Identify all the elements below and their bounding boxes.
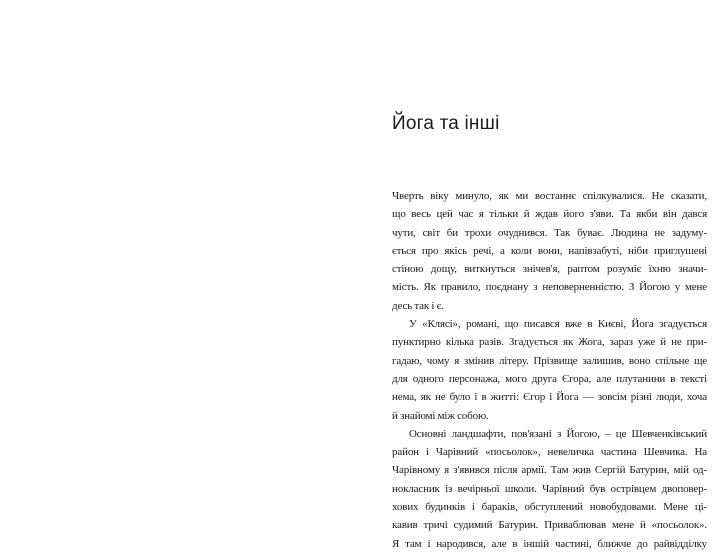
text-line: пунктирно кілька разів. Згадується як Жога, зараз уже й не при- (392, 336, 707, 349)
text-line: Чарівному я з'явився після армії. Там жив Сергій Батурин, мій од- (392, 464, 707, 477)
text-line: район і Чарівний «посьолок», невеличка частина Шевчика. На (392, 446, 707, 459)
text-line: нема, як не було і в житті: Єгор і Йога — зовсім різні люди, хоча (392, 391, 707, 404)
text-line: хових будинків і бараків, обступлений новобудовами. Мене ці- (392, 501, 707, 514)
text-line: кавив тричі судимий Батурин. Приваблював мене й «посьолок». (392, 519, 707, 532)
text-line: У «Клясі», романі, що писався вже в Києві, Йога згадується (409, 318, 707, 331)
text-line: нокласник із вечірньої школи. Чарівний був острівцем двоповер- (392, 482, 707, 495)
text-line: Чверть віку минуло, як ми востаннє спілкувалися. Не сказати, (392, 190, 707, 202)
paragraph-2 (392, 315, 707, 425)
chapter-body (392, 187, 707, 553)
text-line: ється про якісь речі, а коли вони, напівзабуті, ніби приглушені (392, 244, 707, 257)
paragraph-1 (392, 187, 707, 315)
paragraph-3 (392, 425, 707, 553)
text-line: мість. Як правило, поєднану з неповерненністю. З Йогою у мене (392, 281, 707, 294)
right-page (357, 0, 714, 550)
text-line: для одного персонажа, мого друга Єгора, але плутанини в тексті (392, 372, 707, 385)
text-line: гадаю, чому я змінив літеру. Прізвище залишив, воно спільне ще (392, 354, 707, 367)
chapter-title: Йога та інші (392, 113, 500, 134)
text-line: що весь цей час я тільки й ждав його з'яви. Та якби він дався (392, 208, 707, 221)
text-line: Основні ландшафти, пов'язані з Йогою, – це Шевченківський (409, 427, 707, 440)
text-line: чути, світ би трохи очуднився. Так буває. Людина не задуму- (392, 226, 707, 239)
left-page-blank (0, 0, 357, 525)
text-line: Я там і народився, але в іншій частині, ближче до райвідділку (392, 537, 707, 550)
text-line: й знайомі між собою. (392, 409, 489, 422)
text-line: стіною дощу, виткнуться знічев'я, раптом розуміє їхню значи- (392, 263, 707, 276)
text-line: десь так і є. (392, 299, 444, 312)
